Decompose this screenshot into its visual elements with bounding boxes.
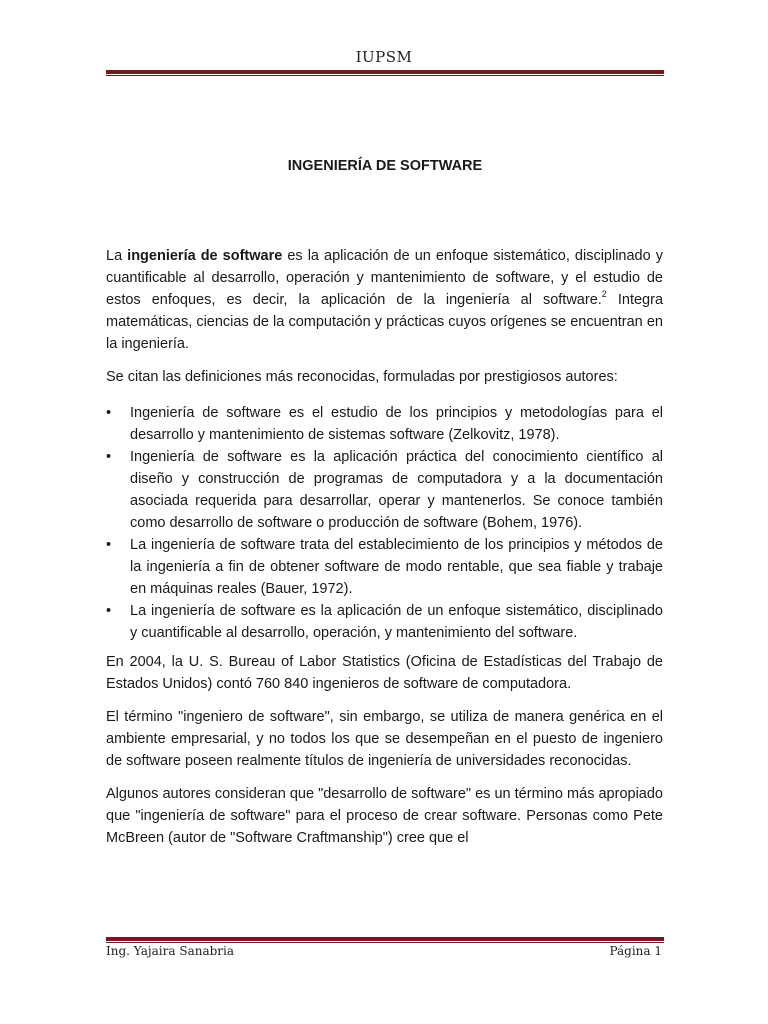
bullet-icon: •: [106, 537, 112, 553]
intro-bold-term: ingeniería de software: [127, 248, 283, 264]
body-paragraph: Algunos autores consideran que "desarrollo de software" es un término más apropiado que "ingeniería de software" para el proceso de crear software. Personas como Pete McBreen (autor de "Software Craftmanship") cree que el: [106, 786, 663, 846]
list-item-text: Ingeniería de software es la aplicación práctica del conocimiento científico al diseño y construcción de programas de computadora y a la documentación asociada requerida para desarrollar, operar y mantenerlos. Se conoce también como desarrollo de software o producción de software (Bohem, 1976).: [130, 449, 663, 531]
list-item: [106, 534, 663, 600]
footer-rule: [106, 937, 664, 943]
body-paragraph: En 2004, la U. S. Bureau of Labor Statistics (Oficina de Estadísticas del Trabajo de Estados Unidos) contó 760 840 ingenieros de software de computadora.: [106, 654, 663, 692]
header-rule-thin: [106, 75, 664, 76]
intro-text-2: Integra matemáticas, ciencias de la computación y prácticas cuyos orígenes se encuentran en la ingeniería.: [106, 292, 664, 352]
list-item-text: La ingeniería de software trata del establecimiento de los principios y métodos de la ingeniería a fin de obtener software de modo rentable, que sea fiable y trabaje en máquinas reales (Bauer, 1972).: [130, 537, 663, 597]
document-body: [106, 245, 663, 860]
bullet-icon: •: [106, 603, 112, 619]
list-item-text: Ingeniería de software es el estudio de los principios y metodologías para el desarrollo y mantenimiento de sistemas software (Zelkovitz, 1978).: [130, 405, 663, 443]
bullet-icon: •: [106, 405, 112, 421]
intro-paragraph: [106, 245, 663, 355]
intro-lead: La: [106, 248, 128, 264]
definitions-list: [106, 402, 663, 644]
footer-rule-thin: [106, 942, 664, 943]
footer-page-number: Página 1: [609, 944, 662, 958]
intro-text-1: es la aplicación de un enfoque sistemático, disciplinado y cuantificable al desarrollo, operación y mantenimiento de software, y el estudio de estos enfoques, es decir, la aplicación de la ingeniería al software.: [106, 248, 663, 308]
list-item: [106, 600, 663, 644]
header-rule: [106, 70, 664, 76]
bullet-icon: •: [106, 449, 112, 465]
page-header-title: IUPSM: [355, 48, 413, 66]
list-item-text: La ingeniería de software es la aplicación de un enfoque sistemático, disciplinado y cuantificable al desarrollo, operación, y mantenimiento del software.: [130, 603, 663, 641]
footer-author: Ing. Yajaira Sanabria: [106, 944, 235, 958]
list-item: [106, 402, 663, 446]
list-item: [106, 446, 663, 534]
footnote-marker[interactable]: 2: [601, 289, 607, 300]
definitions-lead: Se citan las definiciones más reconocidas, formuladas por prestigiosos autores:: [106, 369, 618, 385]
body-paragraph: El término "ingeniero de software", sin embargo, se utiliza de manera genérica en el ambiente empresarial, y no todos los que se desempeñan en el puesto de ingeniero de software poseen realmente títulos de ingeniería de universidades reconocidas.: [106, 709, 663, 769]
document-title: INGENIERÍA DE SOFTWARE: [287, 158, 483, 174]
